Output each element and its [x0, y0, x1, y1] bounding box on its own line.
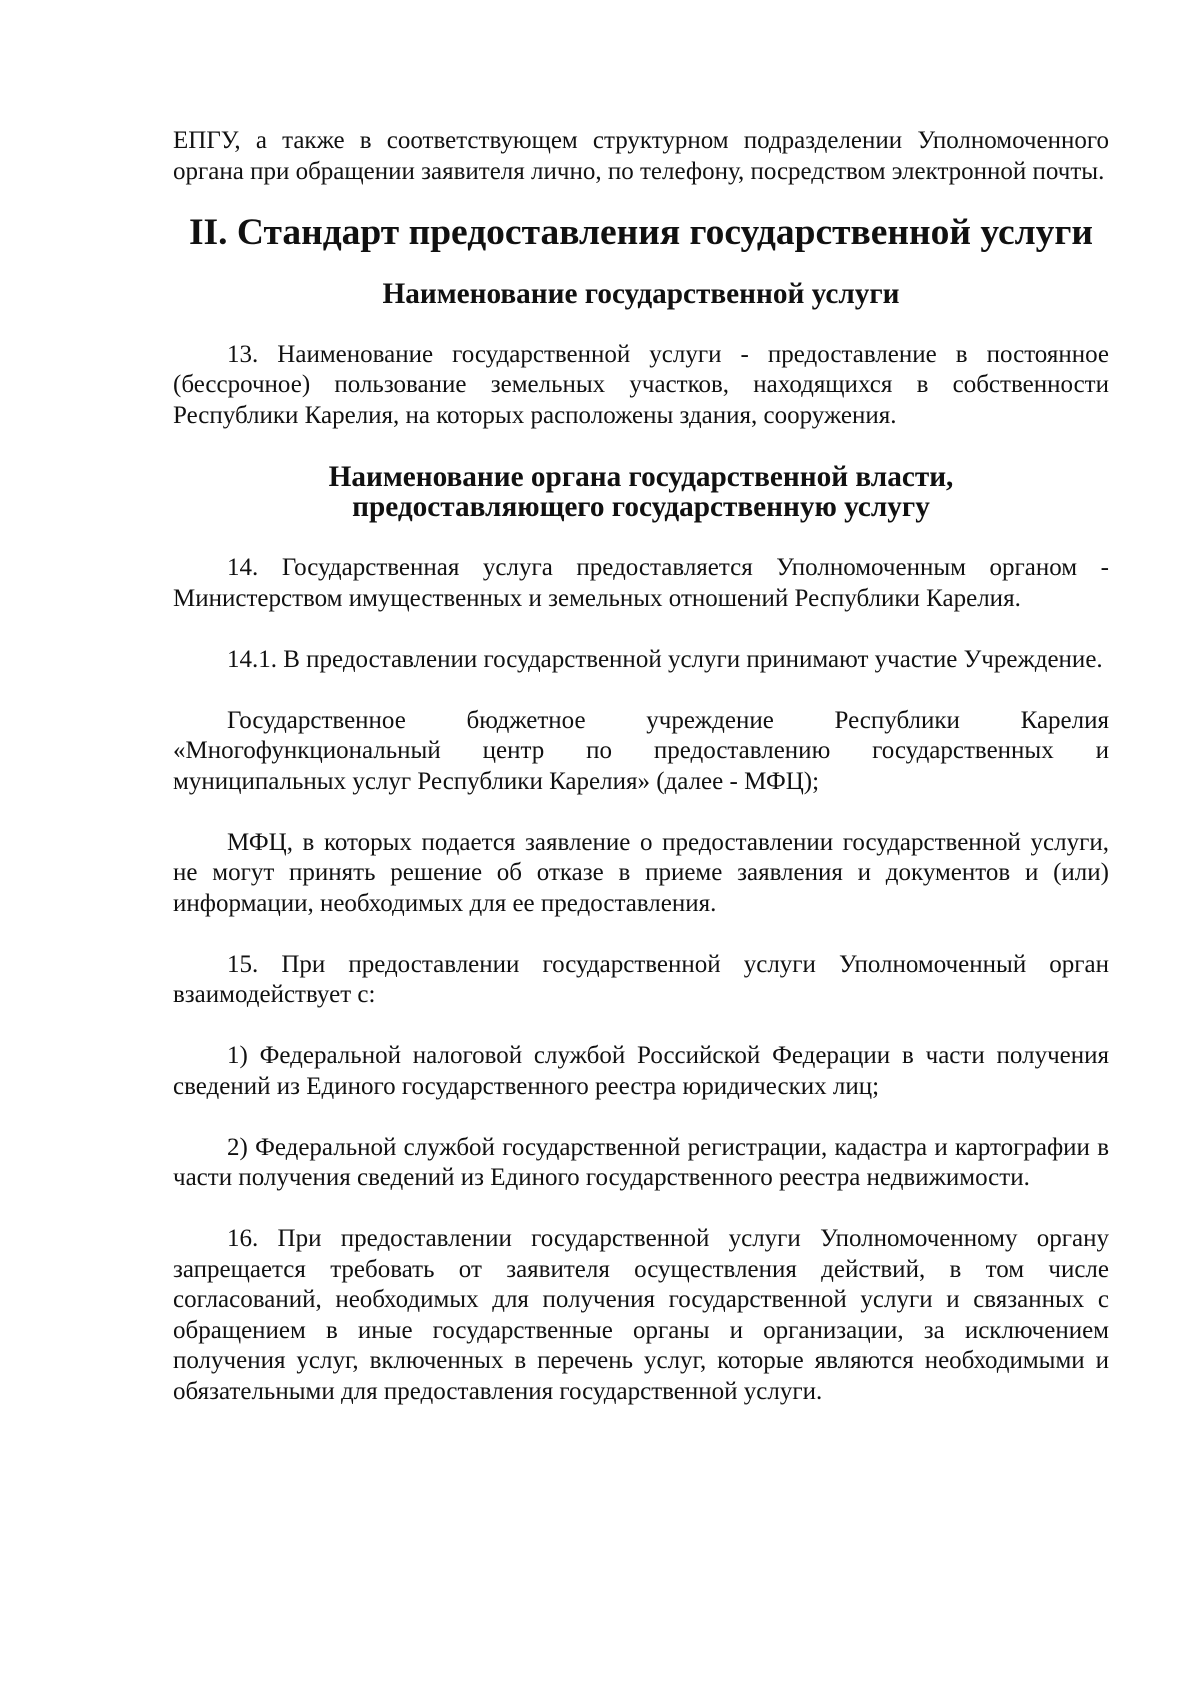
intro-paragraph: ЕПГУ, а также в соответствующем структурном подразделении Уполномоченного органа при обращении заявителя лично, по телефону, посредством электронной почты. [173, 127, 1109, 185]
paragraph-15: 15. При предоставлении государственной услуги Уполномоченный орган взаимодействует с: [173, 950, 1109, 1008]
paragraph-16: 16. При предоставлении государственной услуги Уполномоченному органу запрещается требовать от заявителя осуществления действий, в том числе согласований, необходимых для получения государственной услуги и связанных с обращением в иные государственные органы и организации, за исключением получения услуг, включенных в перечень услуг, которые являются необходимыми и обязательными для предоставления государственной услуги. [173, 1225, 1109, 1405]
paragraph-gbu: Государственное бюджетное учреждение Республики Карелия «Многофункциональный центр по предоставлению государственных и муниципальных услуг Республики Карелия» (далее - МФЦ); [173, 706, 1109, 795]
heading-authority-line1: Наименование органа государственной власти, [328, 460, 954, 493]
document-page [173, 126, 1109, 1407]
heading-authority-line2: предоставляющего государственную услугу [352, 491, 930, 523]
paragraph-mfc: МФЦ, в которых подается заявление о предоставлении государственной услуги, не могут принять решение об отказе в приеме заявления и документов и (или) информации, необходимых для ее предоставления. [173, 828, 1109, 917]
section-title: II. Стандарт предоставления государственной услуги [188, 211, 1094, 253]
paragraph-14: 14. Государственная услуга предоставляется Уполномоченным органом - Министерством имущественных и земельных отношений Республики Карелия. [173, 554, 1109, 612]
paragraph-13: 13. Наименование государственной услуги - предоставление в постоянное (бессрочное) пользование земельных участков, находящихся в собственности Республики Карелия, на которых расположены здания, сооружения. [173, 340, 1109, 429]
paragraph-14-1: 14.1. В предоставлении государственной услуги принимают участие Учреждение. [227, 645, 1103, 673]
heading-authority [173, 462, 1109, 523]
paragraph-15-1: 1) Федеральной налоговой службой Российской Федерации в части получения сведений из Единого государственного реестра юридических лиц; [173, 1042, 1109, 1100]
heading-service-name: Наименование государственной услуги [382, 277, 900, 310]
paragraph-15-2: 2) Федеральной службой государственной регистрации, кадастра и картографии в части получения сведений из Единого государственного реестра недвижимости. [173, 1133, 1109, 1191]
